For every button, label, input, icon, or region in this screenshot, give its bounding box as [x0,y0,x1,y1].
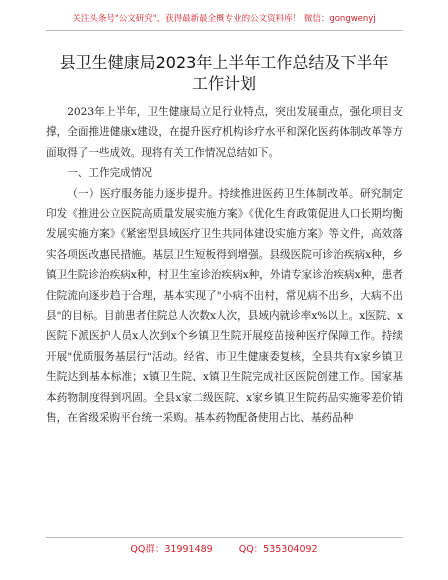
document-body [46,102,403,429]
paragraph-intro: 2023年上半年，卫生健康局立足行业特点，突出发展重点，强化项目支撑，全面推进健康x建设，在提升医疗机构诊疗水平和深化医药体制改革等方面取得了一些成效。现将有关工作情况总结如下。 [46,106,403,159]
footer-qq-group: QQ群：31991489 [130,544,213,555]
document-title [36,52,412,94]
top-banner [0,10,448,26]
top-divider [46,30,403,31]
paragraph-section-1: （一）医疗服务能力逐步提升。持续推进医药卫生体制改革。研究制定印发《推进公立医院高质量发展实施方案》《优化生育政策促进人口长期均衡发展实施方案》《紧密型县域医疗卫生共同体建设实施方案》等文件，高效落实各项医改惠民措施。基层卫生短板得到增强。县级医院可诊治疾病x种，乡镇卫生院诊治疾病x种，村卫生室诊治疾病x种，外请专家诊治疾病x种，患者住院流向逐步趋于合理，基本实现了"小病不出村，常见病不出乡，大病不出县"的目标。目前患者住院总人次数x人次，县域内就诊率x%以上。x医院、x医院下派医护人员x人次到x个乡镇卫生院开展疫苗接种医疗保障工作。持续开展"优质服务基层行"活动。经省、市卫生健康委复核，全县共有x家乡镇卫生院达到基本标准；x镇卫生院、x镇卫生院完成社区医院创建工作。国家基本药物制度得到巩固。全县x家二级医院、x家乡镇卫生院药品实施零差价销售，在省级采购平台统一采购。基本药物配备使用占比、基药品种 [46,187,403,425]
footer-contact [0,541,448,555]
section-heading: 一、工作完成情况 [67,167,152,180]
top-banner-text: 关注头条号"公文研究"，获得最新最全概专业的公文资料库！ 微信：gongwenyj [72,14,376,24]
document-title-line-2: 工作计划 [191,74,256,93]
bottom-divider [46,537,403,538]
document-title-line-1: 县卫生健康局2023年上半年工作总结及下半年 [59,53,389,72]
footer-qq: QQ：535304092 [238,544,318,555]
